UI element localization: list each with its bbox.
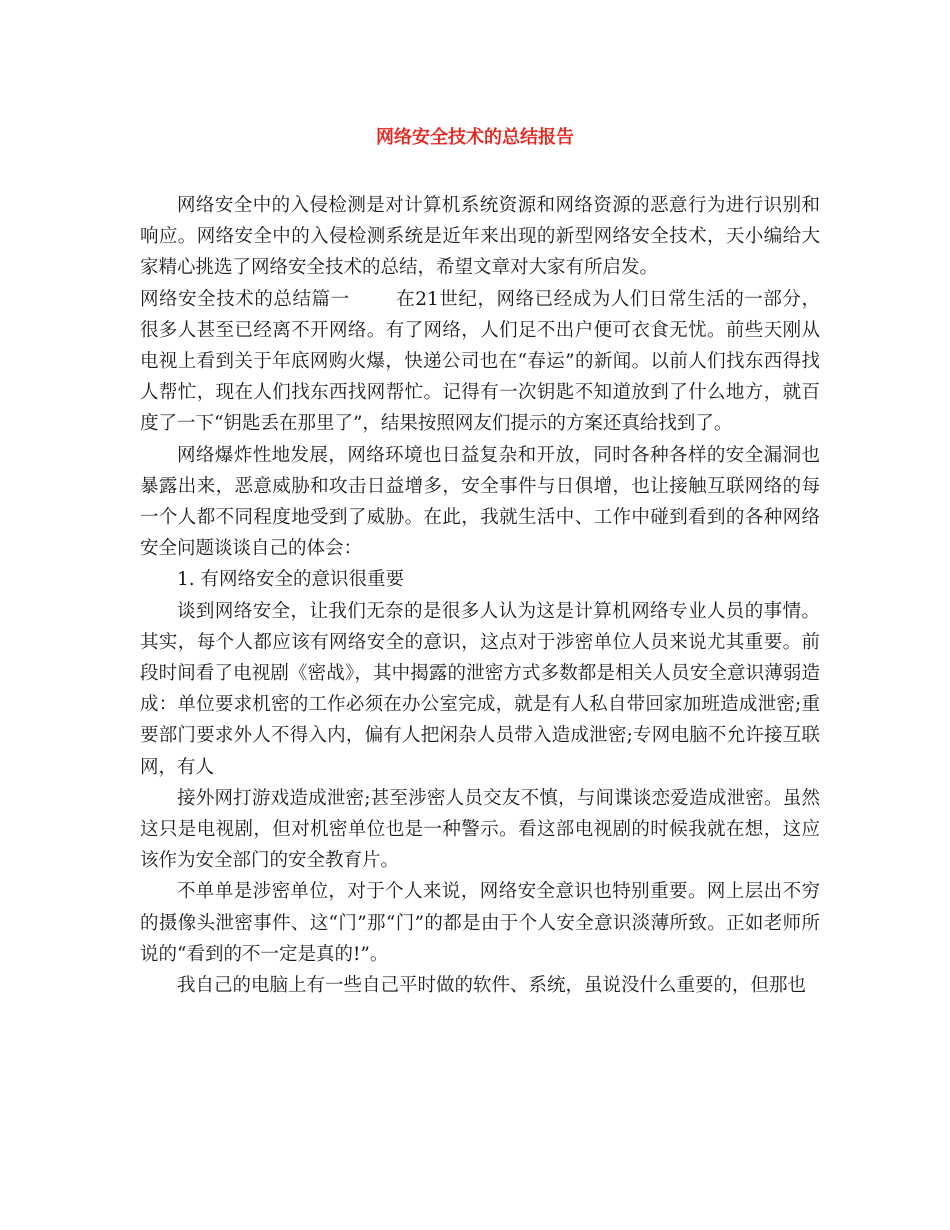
section-label: 网络安全技术的总结篇一: [140, 288, 350, 310]
paragraph-4: 接外网打游戏造成泄密;甚至涉密人员交友不慎，与间谍谈恋爱造成泄密。虽然这只是电视剧，但对机密单位也是一种警示。看这部电视剧的时候我就在想，这应该作为安全部门的安全教育片。: [140, 787, 820, 872]
section-first-text: 在21世纪，网络已经成为人们日常生活的一部分，很多人甚至已经离不开网络。有了网络，人们足不出户便可衣食无忧。前些天刚从电视上看到关于年底网购火爆，快递公司也在“春运”的新闻。以前人们找东西得找人帮忙，现在人们找东西找网帮忙。记得有一次钥匙不知道放到了什么地方，就百度了一下“钥匙丢在那里了”，结果按照网友们提示的方案还真给找到了。: [140, 288, 820, 435]
paragraph-3: 谈到网络安全，让我们无奈的是很多人认为这是计算机网络专业人员的事情。其实，每个人都应该有网络安全的意识，这点对于涉密单位人员来说尤其重要。前段时间看了电视剧《密战》，其中揭露的泄密方式多数都是相关人员安全意识薄弱造成：单位要求机密的工作必须在办公室完成，就是有人私自带回家加班造成泄密;重要部门要求外人不得入内，偏有人把闲杂人员带入造成泄密;专网电脑不允许接互联网，有人: [140, 600, 820, 778]
paragraph-5: 不单单是涉密单位，对于个人来说，网络安全意识也特别重要。网上层出不穷的摄像头泄密事件、这“门”那“门”的都是由于个人安全意识淡薄所致。正如老师所说的“看到的不一定是真的!”。: [140, 881, 820, 965]
section-paragraph: [140, 284, 820, 440]
paragraph-6: 我自己的电脑上有一些自己平时做的软件、系统，虽说没什么重要的，但那也: [177, 975, 807, 997]
paragraph-2: 网络爆炸性地发展，网络环境也日益复杂和开放，同时各种各样的安全漏洞也暴露出来，恶意威胁和攻击日益增多，安全事件与日俱增，也让接触互联网络的每一个人都不同程度地受到了威胁。在此，我就生活中、工作中碰到看到的各种网络安全问题谈谈自己的体会：: [140, 444, 820, 560]
document-title: 网络安全技术的总结报告: [376, 127, 574, 148]
heading-1: 1. 有网络安全的意识很重要: [177, 569, 405, 591]
intro-paragraph: 网络安全中的入侵检测是对计算机系统资源和网络资源的恶意行为进行识别和响应。网络安全中的入侵检测系统是近年来出现的新型网络安全技术，天小编给大家精心挑选了网络安全技术的总结，希望文章对大家有所启发。: [140, 195, 820, 279]
document-body: [140, 190, 820, 1001]
